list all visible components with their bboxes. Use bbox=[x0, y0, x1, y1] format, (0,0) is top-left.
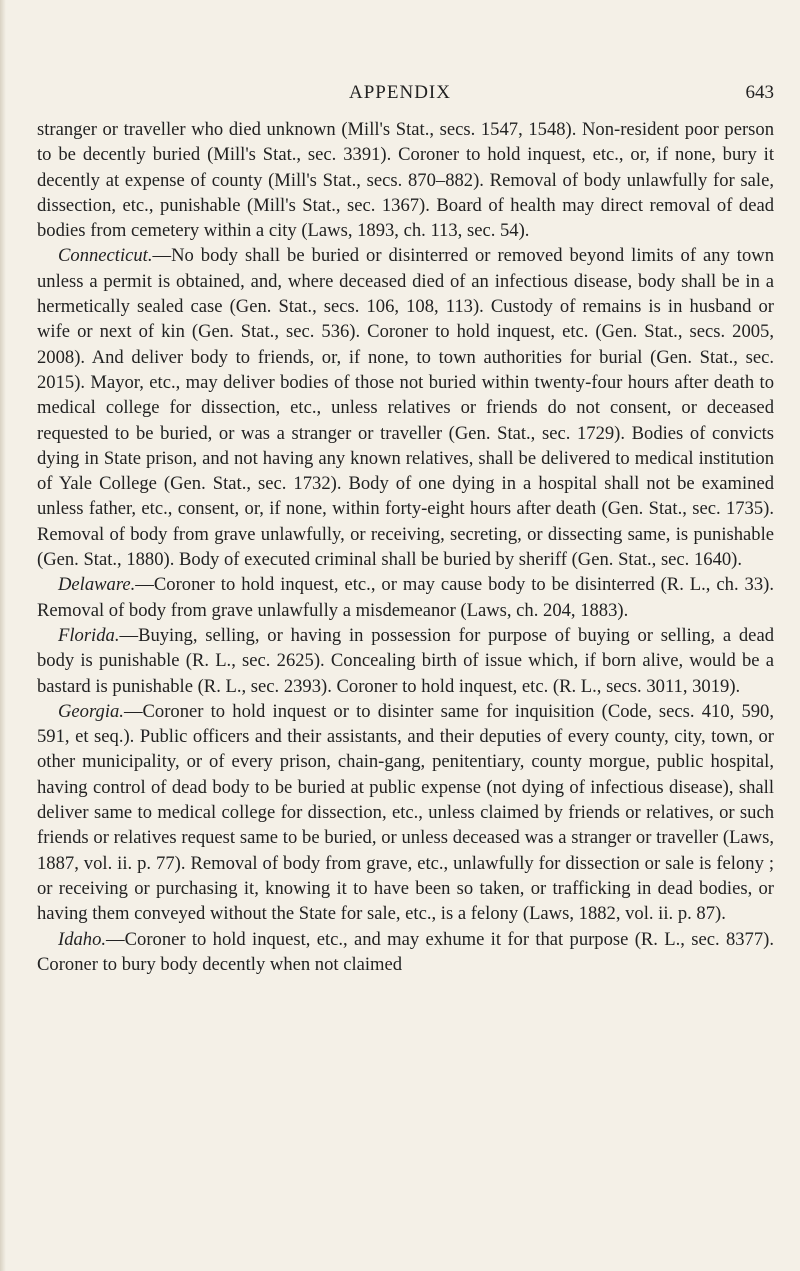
page-body bbox=[37, 117, 774, 977]
paragraph-text: —Coroner to hold inquest, etc., or may cause body to be disinterred (R. L., ch. 33). Removal of body from grave unlawfully a misdemeanor (Laws, ch. 204, 1883). bbox=[37, 574, 774, 621]
paragraph-text: —No body shall be buried or disinterred or removed beyond limits of any town unless a permit is obtained, and, where deceased died of an infectious disease, body shall be in a hermetically sealed case (Gen. Stat., secs. 106, 108, 113). Custody of remains is in husband or wife or next of kin (Gen. Stat., sec. 536). Coroner to hold inquest, etc. (Gen. Stat., secs. 2005, 2008). And deliver body to friends, or, if none, to town authorities for burial (Gen. Stat., sec. 2015). Mayor, etc., may deliver bodies of those not buried within twenty-four hours after death to medical college for dissection, etc., unless relatives or friends do not consent, or deceased requested to be buried, or was a stranger or traveller (Gen. Stat., sec. 1729). Bodies of convicts dying in State prison, and not having any known relatives, shall be delivered to medical institution of Yale College (Gen. Stat., sec. 1732). Body of one dying in a hospital shall not be examined unless father, etc., consent, or, if none, within forty-eight hours after death (Gen. Stat., sec. 1735). Removal of body from grave unlawfully, or receiving, secreting, or dissecting same, is punishable (Gen. Stat., 1880). Body of executed criminal shall be buried by sheriff (Gen. Stat., sec. 1640). bbox=[37, 245, 774, 571]
paragraph-continued bbox=[37, 117, 774, 243]
page-number: 643 bbox=[745, 82, 774, 103]
paragraph-text: —Buying, selling, or having in possession for purpose of buying or selling, a dead body is punishable (R. L., sec. 2625). Concealing birth of issue which, if born alive, would be a bastard is punishable (R. L., sec. 2393). Coroner to hold inquest, etc. (R. L., secs. 3011, 3019). bbox=[37, 624, 774, 697]
state-heading: Florida. bbox=[58, 624, 120, 646]
paragraph-georgia bbox=[37, 699, 774, 927]
state-heading: Georgia. bbox=[58, 700, 124, 722]
paragraph-idaho bbox=[37, 927, 774, 978]
paragraph-text: —Coroner to hold inquest, etc., and may exhume it for that purpose (R. L., sec. 8377). Coroner to bury body decently when not claimed bbox=[37, 928, 774, 975]
page-header bbox=[0, 82, 800, 112]
state-heading: Connecticut. bbox=[58, 245, 153, 267]
page-gutter-shadow bbox=[0, 0, 6, 1271]
state-heading: Idaho. bbox=[58, 928, 107, 950]
paragraph-connecticut bbox=[37, 243, 774, 572]
state-heading: Delaware. bbox=[58, 574, 136, 596]
paragraph-text: stranger or traveller who died unknown (Mill's Stat., secs. 1547, 1548). Non-resident poor person to be decently buried (Mill's Stat., sec. 3391). Coroner to hold inquest, etc., or, if none, bury it decently at expense of county (Mill's Stat., secs. 870–882). Removal of body unlawfully for sale, dissection, etc., punishable (Mill's Stat., sec. 1367). Board of health may direct removal of dead bodies from cemetery within a city (Laws, 1893, ch. 113, sec. 54). bbox=[37, 119, 774, 242]
running-head: APPENDIX bbox=[349, 82, 451, 103]
paragraph-delaware bbox=[37, 572, 774, 623]
paragraph-text: —Coroner to hold inquest or to disinter same for inquisition (Code, secs. 410, 590, 591, et seq.). Public officers and their assistants, and their deputies of every county, city, town, or other municipality, or of every prison, chain-gang, penitentiary, county morgue, public hospital, having control of dead body to be buried at public expense (not dying of infectious disease), shall deliver same to medical college for dissection, etc., unless claimed by friends or relatives, or such friends or relatives request same to be buried, or unless deceased was a stranger or traveller (Laws, 1887, vol. ii. p. 77). Removal of body from grave, etc., unlawfully for dissection or sale is felony ; or receiving or purchasing it, knowing it to have been so taken, or trafficking in dead bodies, or having them conveyed without the State for sale, etc., is a felony (Laws, 1882, vol. ii. p. 87). bbox=[37, 700, 774, 925]
paragraph-florida bbox=[37, 623, 774, 699]
